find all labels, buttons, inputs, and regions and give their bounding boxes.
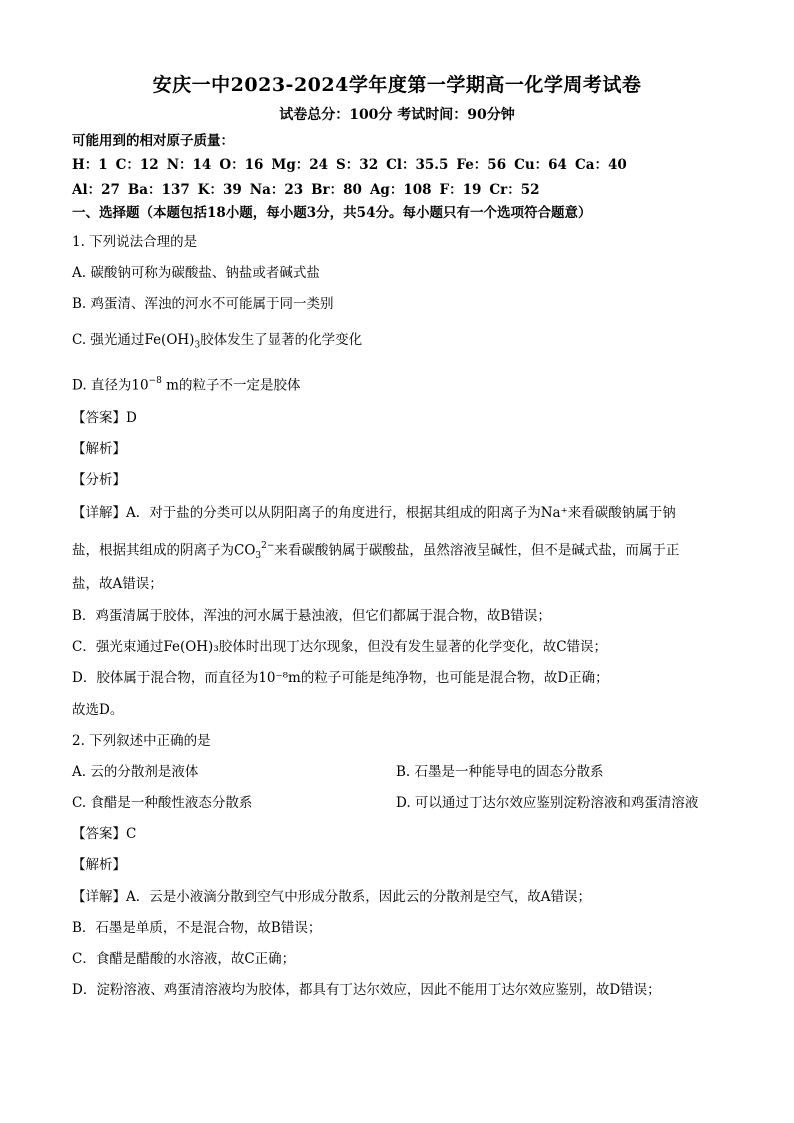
question-1-fenxi: 【分析】 [72,472,126,488]
question-1-detail-6: D．胶体属于混合物，而直径为10⁻⁸m的粒子可能是纯净物，也可能是混合物，故D正确； [72,670,609,686]
question-2-option-d: D. 可以通过丁达尔效应鉴别淀粉溶液和鸡蛋清溶液 [396,795,699,811]
question-2-detail-2: B．石墨是单质，不是混合物，故B错误； [72,920,322,936]
question-1-jiexi: 【解析】 [72,441,126,457]
question-1-detail-4: B．鸡蛋清属于胶体，浑浊的河水属于悬浊液，但它们都属于混合物，故B错误； [72,608,551,624]
question-1-option-b: B. 鸡蛋清、浑浊的河水不可能属于同一类别 [72,296,334,312]
question-1-option-d: D. 直径为$10^{-8}$ m的粒子不一定是胶体 [72,376,301,394]
question-1-answer: 【答案】D [72,410,137,426]
question-2-jiexi: 【解析】 [72,857,126,873]
question-2-option-b: B. 石墨是一种能导电的固态分散系 [396,764,604,780]
atomic-mass-row-1: H：1 C：12 N：14 O：16 Mg：24 S：32 Cl：35.5 Fe：56 Cu：64 Ca：40 [72,157,627,173]
question-1-detail-1: 【详解】A．对于盐的分类可以从阴阳离子的角度进行，根据其组成的阳离子为Na⁺来看碳酸钠属于钠 [72,505,676,521]
question-1-stem: 1. 下列说法合理的是 [72,234,198,250]
atomic-mass-row-2: Al：27 Ba：137 K：39 Na：23 Br：80 Ag：108 F：19 Cr：52 [72,182,540,198]
question-1-detail-2: 盐，根据其组成的阴离子为$CO_3^{2-}$来看碳酸钠属于碳酸盐，虽然溶液呈碱性，但不是碱式盐，而属于正 [72,541,680,562]
question-2-detail-3: C．食醋是醋酸的水溶液，故C正确； [72,951,296,967]
question-2-detail-4: D．淀粉溶液、鸡蛋清溶液均为胶体，都具有丁达尔效应，因此不能用丁达尔效应鉴别，故D错误； [72,982,661,998]
question-2-option-c: C. 食醋是一种酸性液态分散系 [72,795,253,811]
question-2-detail-1: 【详解】A．云是小液滴分散到空气中形成分散系，因此云的分散剂是空气，故A错误； [72,889,591,905]
question-2-answer: 【答案】C [72,826,137,842]
question-1-detail-5: C．强光束通过Fe(OH)₃胶体时出现丁达尔现象，但没有发生显著的化学变化，故C错误； [72,639,608,655]
question-1-option-c: C. 强光通过$Fe(OH)_3$胶体发生了显著的化学变化 [72,332,363,351]
question-1-detail-7: 故选D。 [72,702,124,718]
section-heading: 一、选择题（本题包括18小题，每小题3分，共54分。每小题只有一个选项符合题意） [72,205,592,221]
question-1-option-a: A. 碳酸钠可称为碳酸盐、钠盐或者碱式盐 [72,265,320,281]
question-2-stem: 2. 下列叙述中正确的是 [72,733,211,749]
question-1-detail-3: 盐，故A错误； [72,576,163,592]
atomic-mass-heading: 可能用到的相对原子质量： [72,133,234,149]
question-2-option-a: A. 云的分散剂是液体 [72,764,199,780]
exam-title: 安庆一中2023-2024学年度第一学期高一化学周考试卷 [152,74,642,96]
exam-subtitle: 试卷总分：100分 考试时间：90分钟 [279,107,515,123]
